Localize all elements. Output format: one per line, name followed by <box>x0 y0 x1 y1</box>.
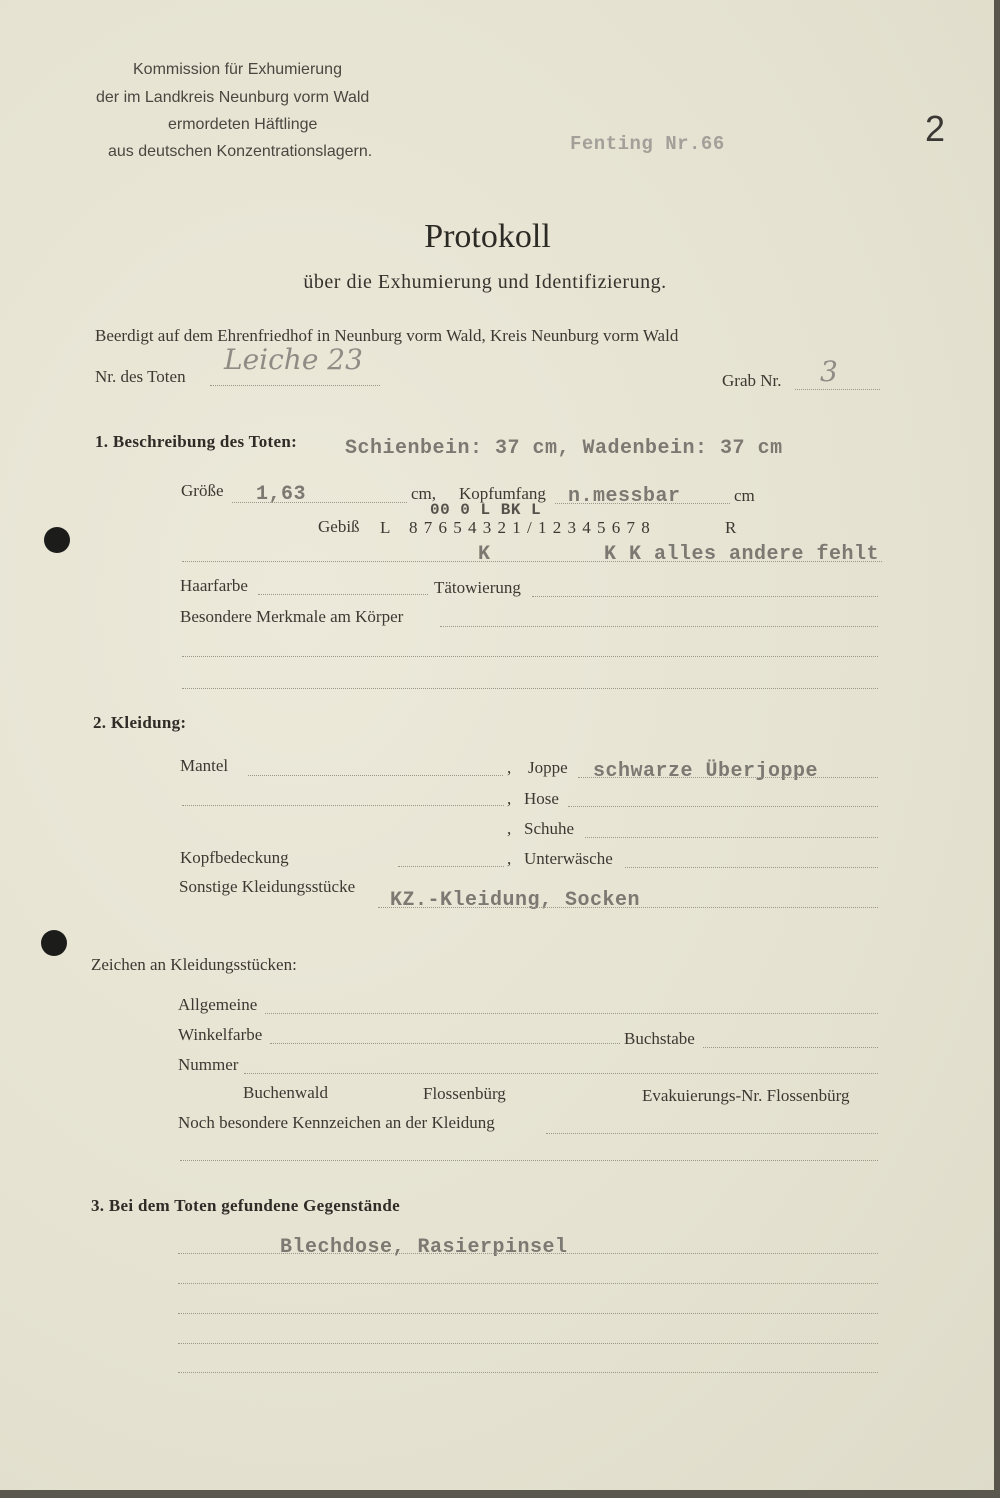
joppe-value: schwarze Überjoppe <box>593 760 819 783</box>
gebiss-row2-left: K <box>478 543 491 566</box>
flossenbuerg-label: Flossenbürg <box>423 1084 506 1103</box>
winkelfarbe-dotline <box>270 1043 620 1044</box>
punch-hole-top <box>44 527 70 553</box>
page-edge-bottom <box>0 1490 1000 1498</box>
joppe-label: Joppe <box>528 758 568 777</box>
section1-heading: 1. Beschreibung des Toten: <box>95 432 298 451</box>
evakuierung-label: Evakuierungs-Nr. Flossenbürg <box>642 1086 850 1105</box>
comma-joppe: , <box>507 758 512 777</box>
mantel-dotline <box>248 775 503 776</box>
org-line-1: Kommission für Exhumierung <box>133 61 342 78</box>
buchstabe-dotline <box>703 1047 878 1048</box>
hose-dotline <box>568 806 878 807</box>
haarfarbe-dotline <box>258 594 428 595</box>
kopfumfang-label: Kopfumfang <box>459 484 546 503</box>
haarfarbe-label: Haarfarbe <box>180 576 248 595</box>
mantel-label: Mantel <box>180 756 229 775</box>
cm-label-1: cm, <box>411 484 437 503</box>
buchstabe-label: Buchstabe <box>624 1029 695 1048</box>
unterwaesche-label: Unterwäsche <box>524 849 613 868</box>
section3-dotline-b <box>178 1283 878 1284</box>
sonstige-label: Sonstige Kleidungsstücke <box>179 877 356 896</box>
gebiss-marks-top: 00 0 L BK L <box>430 501 542 519</box>
taetowierung-label: Tätowierung <box>434 578 521 597</box>
section3-heading: 3. Bei dem Toten gefundene Gegenstände <box>91 1196 400 1215</box>
gebiss-label: Gebiß <box>318 517 360 536</box>
nummer-label: Nummer <box>178 1055 239 1074</box>
groesse-value: 1,63 <box>256 483 307 506</box>
gebiss-numbers: 8 7 6 5 4 3 2 1 / 1 2 3 4 5 6 7 8 <box>409 518 651 537</box>
nummer-dotline <box>244 1073 878 1074</box>
joppe-dotline <box>578 777 878 778</box>
gebiss-left: L <box>380 518 391 537</box>
hose-label: Hose <box>524 789 559 808</box>
org-line-4: aus deutschen Konzentrationslagern. <box>108 143 373 160</box>
grab-value: 3 <box>820 355 838 388</box>
punch-hole-bottom <box>41 930 67 956</box>
groesse-label: Größe <box>181 481 224 500</box>
noch-dotline <box>546 1133 878 1134</box>
allgemeine-dotline <box>265 1013 878 1014</box>
gebiss-dotline <box>182 561 882 562</box>
unterwaesche-dotline <box>625 867 878 868</box>
stamp-text: Fenting Nr.66 <box>570 133 725 155</box>
nr-label: Nr. des Toten <box>95 367 186 386</box>
cm-label-2: cm <box>734 486 755 505</box>
buchenwald-label: Buchenwald <box>243 1083 328 1102</box>
section2-heading: 2. Kleidung: <box>93 713 187 732</box>
hose-left-dotline <box>182 805 504 806</box>
nr-dotline <box>210 385 380 386</box>
section3-dotline-e <box>178 1372 878 1373</box>
org-line-2: der im Landkreis Neunburg vorm Wald <box>96 89 370 106</box>
zeichen-heading: Zeichen an Kleidungsstücken: <box>91 955 297 974</box>
merkmale-dotline <box>440 626 878 627</box>
winkelfarbe-label: Winkelfarbe <box>178 1025 263 1044</box>
grab-dotline <box>795 389 880 390</box>
zeichen-dotline-extra <box>180 1160 878 1161</box>
section1-dotline-b <box>182 688 878 689</box>
noch-label: Noch besondere Kennzeichen an der Kleidung <box>178 1113 495 1132</box>
comma-hose: , <box>507 789 512 808</box>
section3-dotline-c <box>178 1313 878 1314</box>
page-mark: 2 <box>925 108 946 149</box>
section3-dotline-d <box>178 1343 878 1344</box>
page-title: Protokoll <box>424 218 551 255</box>
grab-label: Grab Nr. <box>722 371 782 390</box>
sonstige-dotline <box>378 907 878 908</box>
burial-line: Beerdigt auf dem Ehrenfriedhof in Neunburg vorm Wald, Kreis Neunburg vorm Wald <box>95 326 679 345</box>
groesse-dotline <box>232 502 407 503</box>
gebiss-right: R <box>725 518 737 537</box>
nr-value: Leiche 23 <box>224 343 363 376</box>
comma-unterwaesche: , <box>507 849 512 868</box>
kopfumfang-value: n.messbar <box>568 485 681 508</box>
kopfumfang-dotline <box>555 503 730 504</box>
section3-dotline-a <box>178 1253 878 1254</box>
section1-typed-note: Schienbein: 37 cm, Wadenbein: 37 cm <box>345 437 783 460</box>
sonstige-value: KZ.-Kleidung, Socken <box>390 889 641 912</box>
section3-value: Blechdose, Rasierpinsel <box>280 1236 568 1259</box>
org-line-3: ermordeten Häftlinge <box>168 116 318 133</box>
allgemeine-label: Allgemeine <box>178 995 258 1014</box>
taetowierung-dotline <box>532 596 878 597</box>
kopfbedeckung-label: Kopfbedeckung <box>180 848 289 867</box>
schuhe-dotline <box>585 837 878 838</box>
schuhe-label: Schuhe <box>524 819 575 838</box>
page-subtitle: über die Exhumierung und Identifizierung. <box>303 271 667 293</box>
kopfbedeckung-dotline <box>398 866 504 867</box>
gebiss-row2-right: K K alles andere fehlt <box>604 543 880 566</box>
page-edge-right <box>994 0 1000 1498</box>
comma-schuhe: , <box>507 819 512 838</box>
merkmale-label: Besondere Merkmale am Körper <box>180 607 404 626</box>
section1-dotline-a <box>182 656 878 657</box>
